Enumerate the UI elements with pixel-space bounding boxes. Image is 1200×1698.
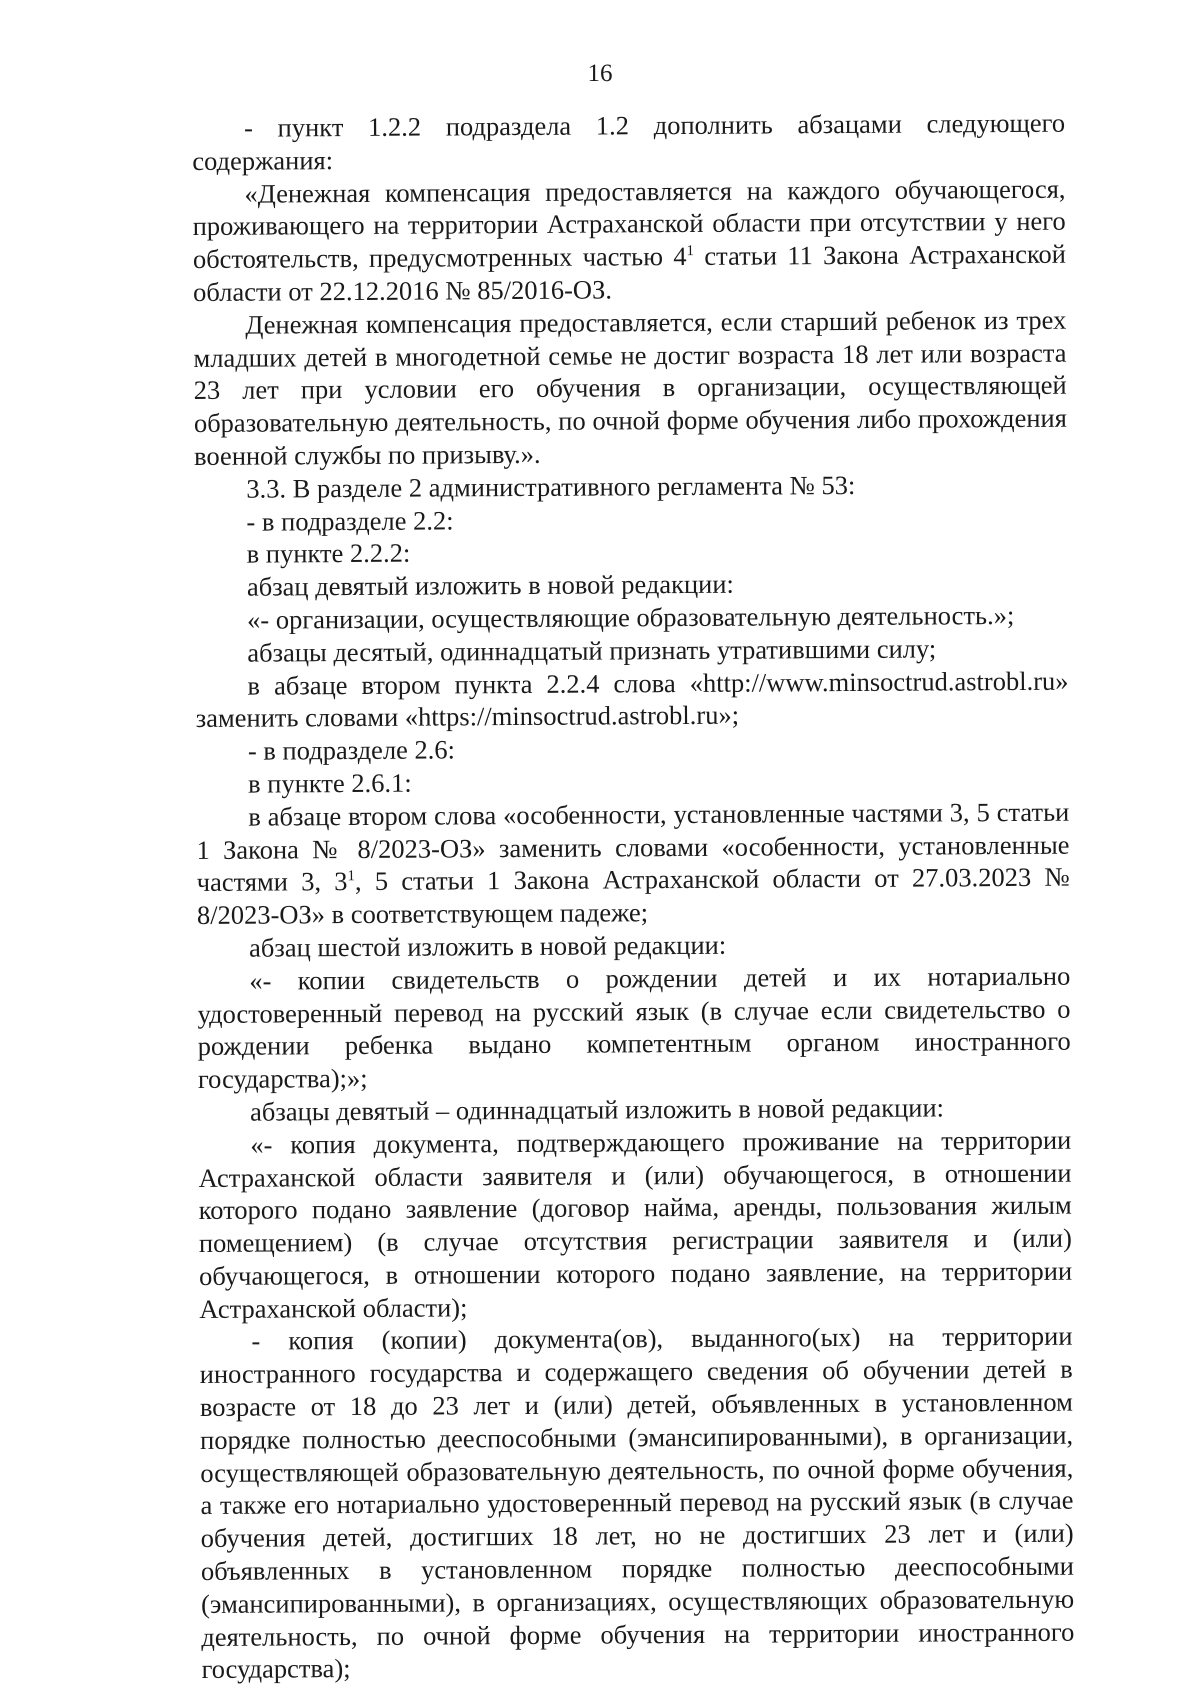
superscript: 1 (686, 243, 695, 260)
paragraph-text: «Денежная компенсация предоставляется на каждого обучающегося, проживающего на территории Астраханской области при отсутствии у него обстоятельств, предусмотренных частью 4 (192, 173, 1066, 275)
page-number: 16 (587, 60, 613, 87)
paragraph: абзац девятый изложить в новой редакции: (246, 568, 734, 602)
superscript: 1 (347, 868, 356, 885)
paragraph-text: , 5 статьи 1 Закона Астраханской области от 27.03.2023 № 8/2023-ОЗ» в соответствующем падеже; (196, 861, 1070, 931)
paragraph: абзацы девятый – одиннадцатый изложить в новой редакции: (250, 1092, 945, 1127)
paragraph: в пункте 2.2.2: (246, 538, 411, 570)
paragraph: - в подразделе 2.2: (246, 504, 454, 537)
paragraph: абзац шестой изложить в новой редакции: (249, 929, 727, 963)
paragraph: «- копия документа, подтверждающего проживание на территории Астраханской области заявителя и (или) обучающегося, в отношении которого подано заявление (договор найма, аренды, пользования жилым помещением) (в случае отсутствия регистрации заявителя и (или) обучающегося, в отношении которого подано заявление, на территории Астраханской области); (198, 1124, 1073, 1324)
paragraph: «- организации, осуществляющие образовательную деятельность.»; (247, 599, 1015, 635)
paragraph: - пункт 1.2.2 подраздела 1.2 дополнить абзацами следующего содержания: (192, 107, 1066, 176)
paragraph-text: статьи 11 Закона Астраханской области от 22.12.2016 № 85/2016-ОЗ. (193, 238, 1066, 307)
paragraph: Денежная компенсация предоставляется, если старший ребенок из трех младших детей в многодетной семье не достиг возраста 18 лет или возраста 23 лет при условии его обучения в организации, осуществляющей образовательную деятельность, по очной форме обучения либо прохождения военной службы по призыву.». (193, 304, 1067, 471)
paragraph-text: в абзаце втором слова «особенности, установленные частями 3, 5 статьи 1 Закона № 8/2023-ОЗ» заменить словами «особенности, установленные частями 3, 3 (196, 796, 1070, 898)
document-body (192, 107, 1075, 1687)
paragraph: «- копии свидетельств о рождении детей и их нотариально удостоверенный перевод на русский язык (в случае если свидетельство о рождении ребенка выдано компетентным органом иностранного государства);»; (197, 960, 1071, 1095)
paragraph: 3.3. В разделе 2 административного регламента № 53: (246, 469, 856, 504)
paragraph: - в подразделе 2.6: (247, 734, 456, 766)
paragraph: абзацы десятый, одиннадцатый признать утратившими силу; (247, 633, 937, 668)
paragraph (196, 795, 1070, 932)
paragraph: в пункте 2.6.1: (248, 767, 412, 799)
paragraph: - копия (копии) документа(ов), выданного(ых) на территории иностранного государства и содержащего сведения об обучении детей в возрасте от 18 до 23 лет и (или) детей, объявленных в установленном порядке полностью дееспособными (эмансипированными), в организации, осуществляющей образовательную деятельность, по очной форме обучения, а также его нотариально удостоверенный перевод на русский язык (в случае обучения детей, достигших 18 лет, но не достигших 23 лет и (или) объявленных в установленном порядке полностью дееспособными (эмансипированными), в организациях, осуществляющих образовательную деятельность, по очной форме обучения на территории иностранного государства); (199, 1321, 1075, 1685)
paragraph: в абзаце втором пункта 2.2.4 слова «http://www.minsoctrud.astrobl.ru» заменить словами «https://minsoctrud.astrobl.ru»; (195, 665, 1069, 734)
paragraph (192, 172, 1066, 309)
